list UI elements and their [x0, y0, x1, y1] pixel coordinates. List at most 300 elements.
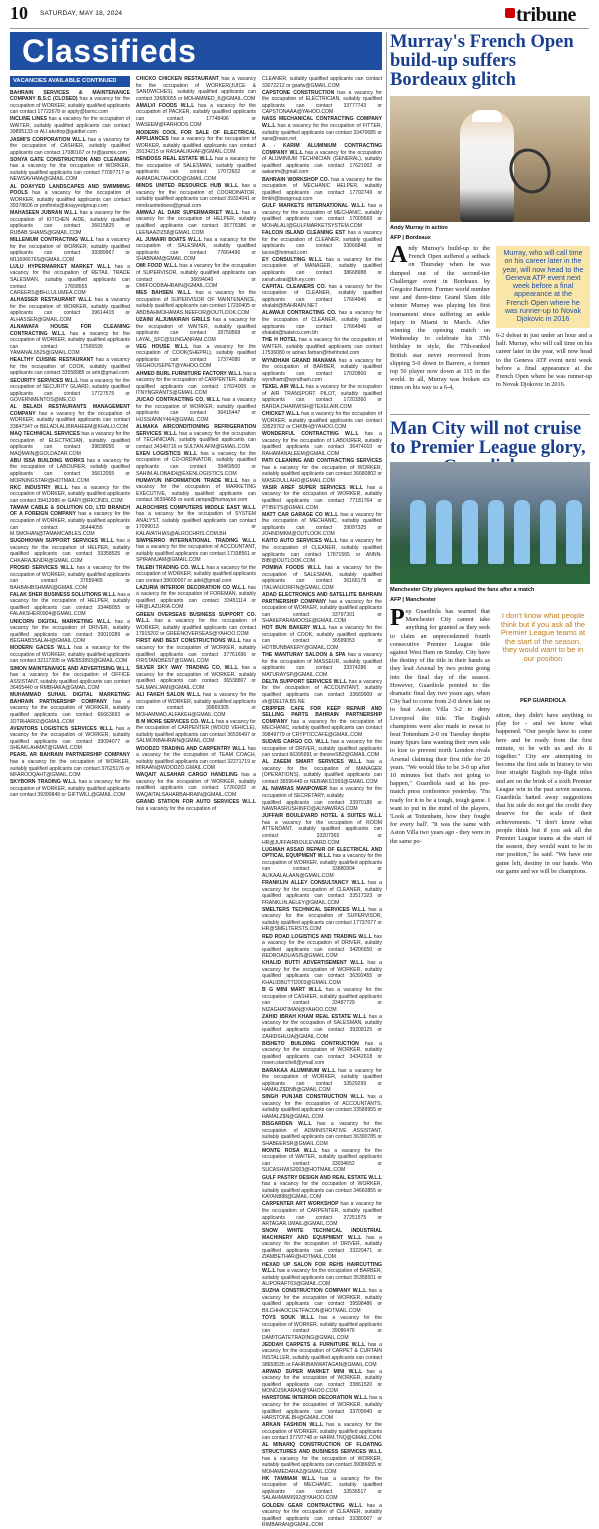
ad-text: has a vacancy for the occupation of MECHANIC, suitably qualified applicants can contact 39849779 or CRYPTICCAFE@GMAIL.COM [262, 718, 382, 738]
story1-body-a [390, 242, 490, 393]
ad-text: has a vacancy for the occupation of WORKER, suitably qualified applicants can contact 39614415 or ALHASSER@GMAIL.COM [10, 297, 130, 323]
ad-text: has a vacancy for the occupation of WORKER, suitably qualified applicants can contact 34342618 or rosen.stanchell@ymail.com [262, 1040, 382, 1067]
classifieds-title: Classifieds [22, 33, 197, 69]
ad-company: FALCON ISLAND CLEANING EST [262, 230, 346, 237]
ad-company: THE H HOTEL [262, 337, 297, 344]
story-divider [390, 414, 590, 415]
story2-caption: Manchester City players applaud the fans after a match [390, 587, 535, 593]
classifieds-column-3 [262, 76, 383, 1529]
ad-text: has a vacancy for the occupation of MECHANIC HELPER, suitably qualified applicants can contact 17702749 or tlmkh@bwsgroup.com [262, 176, 382, 203]
classified-ad [10, 90, 130, 116]
ad-text: has a vacancy for the occupation of WORKER, suitably qualified applicants can contact 33847347 or BELADI.ALIBRAHEEM@KHALIJ.COM [10, 410, 130, 430]
page-number: 10 [10, 3, 28, 23]
classified-ad [136, 156, 256, 182]
ad-text: has a vacancy for the occupation of WORKER, suitably qualified applicants can contact 33880904 or ALIKAALALAAN@GMAIL.COM [262, 853, 382, 879]
ad-text: has a vacancy for the occupation of COOK, suitably qualified applicants can contact 36599053 or HOTBUNBAKERY@GMAIL.COM [262, 625, 382, 651]
classified-ad [262, 565, 382, 591]
ad-company: RKC INDUSTRY W.L.L [10, 484, 69, 491]
classified-ad [10, 357, 130, 377]
ad-text: has a vacancy for the occupation of MANAGER (OPERATIONS), suitably qualified applicants can contact 36596440 or NEBIAKS1993@GMAIL.COM [262, 759, 382, 785]
ad-text: has a vacancy for the occupation of WORKER, suitably qualified applicants can contact 37625176 or MFAROOQAHT@GMAIL.COM [10, 759, 130, 779]
ad-company: MUHAMMAD SUHAIL DIGITAL MARKETING BAHRAIN PARTNERSHIP COMPANY [10, 692, 130, 705]
classified-ad [10, 619, 130, 645]
classified-ad [10, 485, 130, 505]
ad-text: has a vacancy for the occupation of KITCHEN AIDE, suitably qualified applicants can contact 36615825 or RUBAB.SHAMS@GMAIL.COM [10, 210, 130, 236]
ad-text: has a vacancy for the occupation of OFFICE ASSISTANT, suitably qualified applicants can contact 36455440 or RMBHAKA@GMAIL.COM [10, 672, 130, 692]
ad-text: has a vacancy for the occupation of CO-ORDINATOR, suitably qualified applicants can contact 39469500 or SAHIM.ALOBAIDI@EXENLOGISTICS.COM [136, 450, 256, 477]
ad-company: TEXEL AIR W.L.L [262, 384, 305, 391]
ad-text: has a vacancy for the occupation of SALESMAN, suitably qualified applicants can contact 36166178 or ITALIANJORFIN@GMAIL.COM [262, 565, 382, 591]
ad-text: has a vacancy for the occupation of DRIVER, suitably qualified applicants can contact 39019289 or BEGHAB3SALAH@GMAIL.COM [10, 618, 130, 645]
ad-company: CHICKO CHICKEN RESTAURANT [136, 76, 219, 82]
classified-ad [10, 297, 130, 323]
classified-ad [262, 759, 382, 785]
ad-text: has a vacancy for the occupation of WORKER, suitably qualified applicants can contact 37659465 or BAHBAHBSHMAN@GMAIL.COM [10, 565, 131, 591]
ad-text: has a vacancy for the occupation of WORKER, suitably qualified applicants can contact 39134215 or RASAALIKHAF@GMAIL.COM [136, 136, 256, 156]
ad-company: BAHRAIN WORKSHOP CO. [262, 176, 330, 183]
ads-list-3 [262, 76, 382, 1529]
ad-company: SUZHA CONSTRUCTION COMPANY W.L.L [262, 1288, 367, 1295]
classified-ad [262, 1369, 382, 1395]
classified-ad [10, 779, 130, 799]
ad-company: SMELTERS TECHNICAL SERVICES W.L.L [262, 906, 366, 913]
ad-company: MATT CAR GARAGE CO W.L.L [262, 511, 339, 518]
ad-text: has a vacancy for the occupation of WAITER, suitably qualified applicants can contact 33034652 or SUCASHWIS2003@HOTMAIL.COM [262, 1147, 382, 1174]
ad-company: CAPITAL CLEANERS CO. [262, 283, 326, 290]
ads-list-2 [136, 76, 256, 812]
classified-ad [136, 183, 256, 209]
ad-text: has a vacancy for the occupation of TECHNICIAN, suitably qualified applicants can contact 34340716 or SULTAN.AFM@GMAIL.COM [136, 430, 256, 450]
classified-ad [10, 378, 130, 404]
ad-text: has a vacancy for the occupation of MASSEUR, suitably qualified applicants can contact 33374286 or MATURAYSP@GMAIL.COM [262, 652, 382, 678]
classified-ad [10, 210, 130, 236]
ad-company: THE MANTURAY SALOON & SPA [262, 652, 346, 659]
classified-ad [136, 565, 256, 585]
ad-company: JUFFAIR BOULEVARD HOTEL & SUITES W.L.L [262, 813, 382, 820]
ad-text: has a vacancy for the occupation of WORKER, suitably qualified applicants can contact 39086655 or MOHAMEDARAZ@GMAIL.COM [262, 1455, 382, 1475]
ad-company: B M MORE SERVICES CO. W.L.L [136, 718, 215, 725]
ad-text: has a vacancy for the occupation of WORKER, suitably qualified applicants can contact 39399849 or GIFTWILL@GMAIL.COM [10, 779, 130, 799]
ad-text: has a vacancy for the occupation of RETAIL TRADE SALESMAN, suitably qualified applicants can contact 17658555 or CAREERS@BH.LULUMEA.COM [10, 263, 130, 297]
ad-text: has a vacancy for the occupation of BARBER, suitably qualified applicants can contact 17020800 or wyndham@wyndham.com [262, 357, 382, 384]
ad-company: WONDERFUL CONTRACTING W.L.L [262, 431, 359, 438]
classified-ad [10, 404, 130, 430]
ad-text: has a vacancy for the occupation of CLEANER, suitably qualified applicants can contact 33517323 or FRANKLIN.AELEY@GMAIL.COM [262, 880, 382, 906]
classified-ad [262, 203, 382, 229]
ad-company: ALAWAJI CONTRACTING CO. [262, 310, 337, 317]
ad-company: AMALVI FOODS W.L.L [136, 102, 195, 109]
ad-company: MODERN COOL FOR SALE OF ELECTRICAL APPLIANCES [136, 129, 256, 143]
ad-text: has a vacancy for the occupation of WORKER(JUICE & SANDWICHES), suitably qualified applicants can contact 33680055 or MOHAMMED_K@GMAIL.COM [136, 76, 257, 102]
ad-company: MILLENIUM CONTRACTING W.L.L [10, 237, 94, 244]
classified-ad [136, 451, 256, 477]
ad-text: has a vacancy for the occupation of WORKER, suitably qualified applicants can contact 33861520 or MONOJSKARAN@YAHOO.COM [262, 1368, 382, 1395]
ad-text: has a vacancy for the occupation of WORKER, suitably qualified applicants can contact 17260202 or WAQAITALSAHARBAHRAIN@GMAIL.COM [136, 772, 256, 798]
ad-text: has a vacancy for the occupation of WORKER, suitably qualified applicants can contact 17565599 or YAMANAL6525@GMAIL.COM [10, 330, 130, 357]
ad-text: has a vacancy for the occupation of CLEANER, suitably qualified applicants can contact 17871565 or ANNN-BIBI@OUTLOOK.COM [262, 538, 382, 565]
classified-ad [262, 1148, 382, 1174]
ad-company: SUDAIS CARGO CO. W.L.L [262, 738, 329, 745]
classified-ad [136, 76, 256, 102]
ad-company: CARPENTER ART WORKSHOP [262, 1201, 339, 1208]
ad-company: BISHETO BUILDING CONTRUCTION [262, 1040, 359, 1047]
classified-ad [262, 1041, 382, 1067]
ad-text: has a vacancy for the occupation of LABOURER, suitably qualified applicants can contact 36612055 or MORNINGSTAR@HOTMAIL.COM [10, 457, 130, 484]
ad-company: ALI FAKEH SALON W.L.L [136, 691, 201, 698]
ad-text: has a vacancy for the occupation of WORKER, suitably qualified applicants can contact 33709940 or HARSTONE.BH@GMAIL.COM [262, 1395, 382, 1422]
ad-text: has a vacancy for the occupation of WORKER, suitably qualified applicants can contact 33529299 or HAMALZ$DNB@GMAIL.COM [262, 1067, 382, 1094]
page-header [0, 0, 599, 30]
ad-company: AL DOAYYED LANDSCAPES AND SWIMMING POOLS [10, 183, 130, 197]
classified-ad [10, 592, 130, 618]
classified-ad [10, 116, 130, 136]
ad-company: UNICORN DIGITAL MARKETING W.L.L [10, 618, 111, 625]
ad-text: has a vacancy for the occupation of SECRETARY, suitably [262, 786, 382, 799]
ad-company: SIMON MAINTENANCE AND ADVERTISING W.L.L [10, 665, 130, 672]
ad-company: GRAND STATION FOR AUTO SERVICES W.L.L [136, 799, 256, 806]
ad-company: EY CONSULTING W.L.L [262, 256, 323, 263]
ad-company: VEG HOUSE W.L.L [136, 343, 189, 350]
ad-text: has a vacancy for the occupation of WAITER, suitably qualified applicants can contact 39895133 or ALI.aksttop@gatdler.com [10, 116, 130, 136]
ad-text: has a vacancy for the occupation of AIR TRANSPORT PILOT, suitably qualified applicants can contact 17203360 or BARDA.DHARWISH@TEXELAIR.COM [262, 384, 382, 410]
classified-ad [136, 103, 256, 129]
column-divider [386, 32, 387, 890]
classified-ad [262, 284, 382, 310]
classified-ad [10, 431, 130, 457]
ad-text: has a vacancy for the occupation of ADMINISTRATIVE ASSISTANT, suitably qualified applicants can contact 36390785 or SHABEERSR@GMAIL.COM [262, 1121, 382, 1147]
ad-text: has a vacancy for the occupation of WORKER, suitably qualified applicants can contact 39389967 or M11696676S@GMAIL.COM [10, 237, 130, 263]
ad-text: has a vacancy for the occupation of HELPER, suitably qualified applicants can contact 36776386 or LEENAAZIZ58@GMAIL.COM [136, 209, 256, 236]
player-figure [436, 500, 452, 564]
ad-company: BAHRAIN SERVICES & MAINTENANCE COMPANY B.S.C (CLOSED) [10, 89, 130, 103]
ad-company: ALNAWAFA HOUSE FOR CLEANING CONTRACTING W.L.L [10, 323, 130, 337]
ad-company: CHICKET W.L.L [262, 411, 300, 418]
newspaper-logo: tribune [516, 4, 576, 26]
classified-ad [136, 290, 256, 316]
classified-ad [262, 706, 382, 739]
classified-ad [136, 371, 256, 397]
classified-ad [262, 813, 382, 846]
ad-text: has a vacancy for the occupation of SECURITY GUARD, suitably qualified applicants can contact 17727575 or GOVERNMENTOS@ME.CO [10, 377, 130, 404]
ad-text: has a vacancy for the occupation of WORKER, suitably qualified applicants can contact 34660855 or KAYAN888@GMAIL.COM [262, 1181, 382, 1201]
classified-ad [262, 177, 382, 203]
classified-ad [136, 237, 256, 263]
story2-pullquote: I don't know what people think but if you ask all the Premier League teams at the start of the season, they would want to be in our position [500, 611, 586, 663]
classified-ad [10, 264, 130, 297]
classified-ad [262, 143, 382, 176]
ad-company: HEXAD UP SALON FOR REHS HAIRCUTTING W.L.L [262, 1261, 382, 1275]
ad-company: SUGDHKHAN SUPPORT SERVICES W.L.L [10, 538, 115, 545]
classified-ad [136, 344, 256, 370]
ad-text: has a vacancy for the occupation of MECHANIC, suitably qualified applicants can contact 39097325 or JOHNDMKM@OUTLOOK.COM [262, 511, 383, 538]
classified-ad [262, 230, 382, 256]
player-cap [472, 110, 502, 122]
classified-ad [262, 1201, 382, 1227]
ad-company: AL JUMAIRI BOATS W.L.L [136, 236, 202, 243]
ad-company: FALAK SHER BUSINESS SOLUTIONS W.L.L [10, 591, 117, 598]
ad-text: qualified applicants can contact 33970186 or NAWRASRUSHINFO@ALNAWRAS.COM [262, 799, 382, 813]
ad-text: has a vacancy for the occupation of COOK(SHEPRL), suitably qualified applicants can contact 17374080 or VEGHOUSEPET@YAHOO.COM [136, 343, 256, 370]
classified-ad [262, 987, 382, 1013]
classified-ad [136, 317, 256, 343]
ad-company: AL MINARIQ CONSTRUCTION OF FLOATING STRUCTURES AND BUSINESS SERVICES W.L.L [262, 1442, 382, 1455]
classified-ad [10, 538, 130, 564]
classified-ad [262, 1342, 382, 1368]
classified-ad [136, 478, 256, 504]
ad-company: YASIR AREF SUPER SERVICES W.L.L [262, 484, 364, 491]
classified-ad [10, 157, 130, 183]
ad-text: has a vacancy for the occupation of WORKER, suitably qualified applicants can contact 39600057 or adel@gmail.com [136, 564, 256, 584]
ad-company: MAQ TECHNICAL SERVICES [10, 431, 80, 438]
classified-ad [262, 384, 382, 410]
ad-text: has a vacancy for the occupation of WORKER, suitably qualified applicants can contact 39869305 or MOHAMMAD.ALFAKEH@GMAIL.COM [136, 691, 256, 718]
classified-ad [262, 538, 382, 564]
classified-ad [136, 263, 256, 289]
ad-text: has a vacancy for the occupation of SYSTEM ANALYST, suitably qualified applicants can contact 17099013 or KALAVATHIAS@ALROCHRIS.COM.BH [136, 511, 256, 537]
story2-dropcap: P [390, 605, 405, 631]
classified-ad [262, 1262, 382, 1288]
classified-ad [262, 116, 382, 142]
classified-ad [262, 411, 382, 431]
ad-company: BARAKAA ALUMINIUM W.L.L [262, 1067, 336, 1074]
classified-ad [262, 76, 382, 89]
ad-company: AL ZAEEM SMART SERVICES W.L.L [262, 759, 362, 766]
ad-company: LUGMAH ASSAD REPAIR OF ELECTRICAL AND OPTICAL EQUIPMENT W.L.L [262, 846, 382, 860]
ad-company: POMINA FOODS W.L.L [262, 565, 322, 572]
classified-ad [262, 934, 382, 960]
classifieds-column-1 [10, 76, 130, 892]
player-figure [462, 500, 478, 564]
story2-headline: Man City will not cruise to Premier League glory, [390, 419, 586, 458]
ad-company: AHMED BURL FURNITURE FACTORY W.L.L [136, 370, 242, 377]
player-figure [460, 110, 514, 222]
ad-company: MAHASEEN JUBRAN W.L.L [10, 210, 78, 217]
player-figure [566, 500, 582, 564]
ad-text: has a vacancy for the occupation of WORKER, suitably qualified applicants can contact 66663693 or JOTRHAR02@GMAIL.COM [10, 698, 130, 725]
ad-company: TOYS SOUK W.L.L [262, 1315, 315, 1322]
story2-body-a [390, 605, 490, 846]
ad-text: has a vacancy for the occupation of HELPER, suitably qualified applicants can contact 33358535 or CHKARAJENDR@GMAIL.COM [10, 538, 130, 564]
ad-text: has a vacancy for the occupation of CLEANER, suitably qualified applicants can contact 33066848 or lacoe@hotmail.com [262, 230, 383, 256]
ad-text: has a vacancy for the occupation of WORKER, suitably qualified applicants can contact 33797301 or SHAKEPARAMOOSE@GMAIL.COM [262, 598, 382, 625]
classified-ad [136, 772, 256, 798]
ad-company: GOLDEN GEAR CONTRACTING W.L.L [262, 1502, 363, 1509]
ad-company: HOT BUN BAKERY W.L.L [262, 625, 327, 632]
ad-text: has a vacancy for the occupation of COORDINATOR, suitably qualified applicants can contact 39324041 or mindsunitednew@gmail.com [136, 183, 256, 209]
ad-text: has a vacancy for the occupation of MANAGER, suitably qualified applicants can contact 38668988 or sarah.alsai@bh.ey.com [262, 256, 382, 283]
ad-company: PATI CLEANING AND CONTRACTING SERVICES [262, 458, 382, 465]
dateline: SATURDAY, MAY 18, 2024 [40, 10, 123, 17]
vacancies-label: VACANCIES AVAILABLE CONTINUED [10, 76, 130, 87]
classified-ad [10, 645, 130, 665]
classified-ad [262, 1228, 382, 1261]
ad-company: KAITO AUTO SERVICES W.L.L [262, 538, 338, 545]
classified-ad [136, 746, 256, 772]
ad-company: GULF PASTRY DESIGN AND REAL ESTATE W.L.L [262, 1174, 382, 1181]
ad-company: GULF MARKETS INTERNATIONAL W.L.L [262, 203, 365, 210]
ad-text: has a vacancy for the occupation of WORKER, suitably qualified applicants can contact 39598486 or BILCHHAOCUETFACON@HOTMAIL.COM [262, 1288, 382, 1314]
ad-company: WYNDHAM GRAND MANAMA [262, 357, 337, 364]
classified-ad [10, 137, 130, 157]
ad-text: has a vacancy for the occupation of SUPERVISOR OF MAINTENANCE, suitably qualified applicants can contact 17230405 or ABDBAHMOHAMAS.NEEFOR@OUTLOOK.COM [136, 290, 256, 316]
classified-ad [136, 612, 256, 638]
ad-text: has a vacancy for the occupation of SALESMAN, suitably qualified applicants can contact 39208125 or ZAHIDSHUJA@GMAIL.COM [262, 1013, 382, 1040]
ad-text: has a vacancy for the occupation of ACCOUNTANT, suitably qualified applicants can contact 33669900 or sh@DELTA.BS.NE [262, 678, 382, 705]
ad-text: has a vacancy for the occupation of CLEANER, suitably qualified applicants can contact 17664946 or shalabi@batelco.com.bh [262, 310, 382, 337]
classified-ad [10, 505, 130, 538]
ad-company: ABU ISSA BUILDING WORKS [10, 457, 85, 464]
ad-text: has a vacancy for the occupation of CASHIER, suitably qualified applicants can contact 17080167 or hr@jasmis.com [10, 136, 130, 156]
ad-company: ALROCHIRIS COMPUTERS MIDDLE EAST W.L.L [136, 504, 256, 511]
ad-text: has a vacancy for the occupation of WORKER, suitably qualified applicants can contact 39413986 or GARY@RKCINDL.COM [10, 484, 130, 504]
story1-pullquote: Murray, who will call time on his career later in the year, will now head to the Geneva ATP event next week before a final appearance at the French Open where he was runner-up to Novak Djokovic in 2016 [496, 246, 590, 328]
ad-company: FIRST AND BEST CONSTRUCTIONS W.L.L [136, 638, 242, 645]
ad-text: has a vacancy for the occupation of FOREMAN, suitably qualified applicants can contact 33451114 or HR@LAZURIA.COM [136, 584, 256, 611]
player-figure [540, 500, 556, 564]
ad-company: INCLINE LINES [10, 116, 47, 123]
classified-ad [262, 1503, 382, 1529]
ad-text: has a vacancy for the occupation of CARPENTER, suitably qualified applicants can contact 37251575 or ARTAGAR.UMAIL@GMAIL.COM [262, 1201, 382, 1228]
ad-company: AVENTORS LOGISTICS SERVICES W.L.L [10, 725, 114, 732]
classifieds-column-2 [136, 76, 256, 892]
ad-company: CRIPPER CAFE FOR KEEP REPAIR AND SELLING PARTS BAHRAIN PARTNERSHIP COMPANY [262, 705, 382, 725]
classified-ad [136, 424, 256, 450]
classified-ad [262, 592, 382, 625]
ad-company: AL BELADI RESTAURANTS MANAGEMENT COMPANY [10, 404, 130, 417]
ad-text: has a vacancy for the occupation of ROOM ATTENDANT, suitably qualified applicants can contact 33207365 or HR@JUFFAIRBOULEVARD.COM [262, 819, 382, 846]
classified-ad [136, 585, 256, 611]
classified-ad [262, 960, 382, 986]
ad-company: EXEN LOGISTICS W.L.L [136, 450, 198, 457]
classified-ad [136, 692, 256, 718]
classified-ad [262, 786, 382, 799]
classified-ad [136, 719, 256, 745]
story1-text-a: ndy Murray's build-up to the French Open suffered a setback on Thursday when he was dumped out of the second-tier Challenger event in Bordeaux by Gregoire Barrere. Former world number one and three-time Grand Slam title winner Murray was playing his first tournament since suffering an ankle injury in Miami in March. After winning the opening match on Wednesday to celebrate his 37th birthday in style, the 77th-ranked British star never recovered from slipping 5-0 down to Barrere, a former top 50 player now down at 115 in the world. In all, Murray was broken six times on his way to a 6-4, [390, 245, 490, 392]
ad-text: has a vacancy for the occupation of TEAM COACH, suitably qualified applicants can contact 32271719 or MIRAAN@WOODZO.GMAIL.COM [136, 745, 256, 772]
ad-company: PEARL AR BAHRAIN PARTNERSHIP COMPANY [10, 752, 130, 759]
classified-ad [10, 324, 130, 357]
classified-ad [262, 652, 382, 678]
ad-text: has a vacancy for the occupation of MECHANIC, suitably qualified applicants can contact 33536517 or SALAHMAMIS92@YAHOO.COM [262, 1475, 382, 1502]
classified-ad [262, 431, 382, 457]
ad-company: JEDDAH CARPETS & FURNITURE W.L.L [262, 1341, 366, 1348]
ad-company: UZAINI ALJUMAIRAH GRILLS [136, 317, 211, 324]
ad-company: LAZURIA INTERIOR DECORATION CO W.L.L [136, 584, 246, 591]
ad-text: has a vacancy for the occupation of WORKER, suitably qualified applicants can contact 39086476 or DAMITGATETRADING@GMAIL.COM [262, 1315, 382, 1341]
classified-ad [262, 485, 382, 511]
ad-text: has a vacancy for the occupation of WORKER, suitably qualified applicants can contact 39378606 or pmflnnts@doayyedgroup.com [10, 190, 130, 210]
ad-text: has a vacancy for the occupation of PACKER, suitably qualified applicants can contact 17748496 or WASEEM@FARHODS.COM [136, 102, 256, 129]
ad-company: CAPSTONE CONSTRUCTION [262, 89, 335, 96]
classified-ad [262, 1422, 382, 1442]
ads-list-1 [10, 90, 130, 799]
ad-text: has a vacancy for the occupation of ELECTRICIAN, suitably qualified applicants can contact 39838055 or MAQMAIN@GOLDAZAR.COM [10, 431, 130, 457]
ad-text: has a vacancy for the occupation of SALESMAN, suitably qualified applicants can contact 17072602 or AHMADALTAHOOD@GMAIL.COM [136, 156, 256, 182]
ad-company: FRANKLIN ALLEY CONSULTANCY W.L.L [262, 880, 366, 887]
ad-text: has a vacancy for the occupation of DRIVER, suitably qualified applicants can contact 33220471 or ZIAMBETHAR@HOTMAIL.COM [262, 1234, 382, 1261]
story1-body-b: 6-2 defeat in just under an hour and a half. Murray, who will call time on his career later in the year, will now head to the Geneva ATP event next week before a final appearance at the French Open where he was runner-up to Novak Djokovic in 2016. [496, 332, 592, 389]
ad-text: has a vacancy for the occupation of ALUMINIUM TECHNICIAN (GENERAL), suitably qualified applicants can contact 17621002 or aakarim@gmail.com [262, 149, 383, 176]
ad-company: SINGH PUNJAB CONSTRUCTION W.L.L [262, 1094, 365, 1101]
ad-company: ARKAN FASHION W.L.L [262, 1422, 324, 1429]
classified-ad [262, 1014, 382, 1040]
story2-text-a: ep Guardiola has warned that Manchester City cannot take anything for granted as they seek to claim an unprecedented fourth consecutive Premier League title against West Ham on Sunday. City have the destiny of the title in their hands as they lead Arsenal by two points going into the final day of the season. However, Guardiola pointed to the dramatic final day two years ago, when City had to come from 2-0 down late on to beat Aston Villa 3-2 to deny Liverpool the title. The English champions were also made to sweat to beat Tottenham 2-0 on Tuesday despite many Spurs fans wanting their own side to lose to prevent north London rivals Arsenal claiming their first title for 20 years. "We would like to be 3-0 up after 10 minutes but that's not going to happen," Guardiola said at his pre-match press conference yesterday. "I'm ready for it to be a tough, tough game. I want to put in the mind of the players, 'Look at Tottenham, how they fought for every ball'. "It was the same with Aston Villa two years ago - they were in the same po- [390, 608, 490, 845]
ad-company: HUMAYUN INFORMATION TRADE W.L.L [136, 477, 239, 484]
classified-ad [10, 237, 130, 263]
classified-ad [262, 1395, 382, 1421]
ad-text: has a vacancy for the occupation of WORKER, suitably qualified applicants can contact 37797748 or HARM.TNQ@GMAIL.COM [262, 1422, 382, 1442]
ad-text: has a vacancy for the occupation of COOK, suitably qualified applicants can contact 33558985 or anh@gmail.com [10, 357, 130, 377]
story1-headline: Murray's French Open build-up suffers Bordeaux glitch [390, 32, 574, 90]
story2-source: AFP | Manchester [390, 597, 437, 603]
classified-ad [10, 752, 130, 778]
ad-company: A - KARIM ALUMINIUM CONTRACTING COMPANY W.L.L [262, 143, 382, 156]
ad-text: has a vacancy for the occupation of WORKER, suitably qualified applicants can contact 77181764 or PTIBEYS@GMAIL.COM [262, 484, 382, 511]
classified-ad [136, 538, 256, 564]
classifieds-banner [10, 32, 382, 70]
ad-text: has a vacancy for the occupation of ACCOUNTANT, suitably qualified applicants can contact 17338561 or SPIRANUAM@GMAIL.COM [136, 544, 256, 564]
ad-company: HEALTHY CUISINE RESTAURANT [10, 357, 94, 364]
classified-ad [136, 638, 256, 664]
player-figure [488, 500, 504, 564]
ad-company: MONTE ROSA W.L.L [262, 1147, 318, 1154]
classified-ad [10, 565, 130, 591]
ad-text: has a vacancy for the occupation of WORKER, suitably qualified applicants can contact 37761696 or FIRSTANDBEST@GMAIL.COM [136, 638, 256, 665]
story2-body-b: sition, they didn't have anything to play for - and we know what happened. "Our people have to come here and be ready from the first minute, to be with us and do it together." City are attempting to become the first side in history to win four straight English top-flight titles and are on the brink of a sixth Premier League win in the past seven seasons. Guardiola batted away suggestions that his side do not get the credit they deserve for the scale of their achievements. "I don't know what people think but if you ask all the Premier League teams at the start of the season, they would want to be in our position," he said. "We have one game left, destiny in our hands. Win our game and we will be champions. [496, 712, 592, 875]
classified-ad [262, 1094, 382, 1120]
classified-ad [262, 310, 382, 336]
ad-text: has a vacancy for the occupation of [136, 805, 217, 812]
player-figure [514, 500, 530, 564]
ad-text: has a vacancy for the occupation of MARKETING EXECUTIVE, suitably qualified applicants can contact 36394665 or sunil.rampa@humayun.com [136, 477, 256, 504]
ad-company: GREEN OVERSEAS BUSINESS SUPPORT CO. W.L.L [136, 611, 256, 625]
classified-ad [136, 130, 256, 156]
ad-company: HARSTONE INTERIOR DECORATION W.L.L [262, 1395, 368, 1402]
ad-text: has a vacancy for the occupation of LABOURER, suitably qualified applicants can contact 36474010 or RAHAMANALEEM@GMAIL.COM [262, 431, 382, 457]
ad-text: has a vacancy for the occupation of SUPERVISOR, suitably qualified applicants can contact 17737077 or HR@SMELTERSTS.COM [262, 906, 382, 933]
ad-text: has a vacancy for the occupation of WORKER, suitably qualified applicants can contact 39094077 or SHEAKLAHMAT@GMAIL.COM [10, 725, 130, 752]
ad-text: has a vacancy for the occupation of CASHIER, suitably qualified applicants can contact 33487729 or NIZAGHATIMAN@YAHOO.COM [262, 987, 382, 1013]
ad-company: HENDOSS REAL ESTATE W.L.L [136, 156, 214, 163]
murray-photo [390, 96, 590, 222]
story1-dropcap: A [390, 242, 408, 268]
ad-text: has a vacancy for the occupation of CLEANER, suitably qualified applicants can contact 17664946 or shalabi@BAHRAIN.NET [262, 283, 382, 310]
classified-ad [136, 799, 256, 812]
classified-ad [262, 257, 382, 283]
ad-text: has a vacancy for the occupation of BARBER, suitably qualified applicants can contact 35358501 or ALIPORAFT63@GMAIL.COM [262, 1268, 382, 1288]
classified-ad [136, 665, 256, 691]
classified-ad [262, 90, 382, 116]
ad-company: AMWAJ AL DAIR SUPERMARKET W.L.L [136, 209, 239, 216]
classified-ad [262, 739, 382, 759]
ad-company: TALEBI TRADING CO. W.L.L [136, 564, 205, 571]
ad-company: SONYA GATE CONSTRUCTION AND CLEANING [10, 156, 130, 163]
ad-company: MODERN GACES W.L.L [10, 645, 71, 652]
story1-caption: Andy Murray in action [390, 225, 448, 231]
ad-text: has a vacancy for the occupation of WAITER, suitably qualified applicants can contact 17536080 or adnan.farhan@thehhotel.com [262, 337, 382, 357]
ad-company: LULU HYPERMARKET MARKET W.L.L [10, 263, 111, 270]
classified-ad [262, 1121, 382, 1147]
classified-ad [136, 505, 256, 538]
ad-company: RED ROAD LOGISTICS AND TRADING W.L.L [262, 933, 372, 940]
ad-text: has a vacancy for the occupation of CARPENTER (WOOD VEHICLE), suitably qualified applicants can contact 36536497 or SALMONBAHRAIN@GMAIL.COM [136, 718, 256, 745]
ad-text: has a vacancy for the occupation of CARPET & CURTAIN INSTALLER, suitably qualified applicants can contact 38659535 or FAHRIBANWATAGAN@GMAIL.COM [262, 1341, 382, 1368]
logo-mark-icon [505, 8, 515, 18]
classified-ad [262, 1068, 382, 1094]
classified-ad [262, 847, 382, 880]
player-figure [410, 500, 426, 564]
ad-text: has a vacancy for the occupation of ACCOUNTANTS, suitably qualified applicants can contact 33589955 or HAMALZ$N@GMAIL.COM [262, 1094, 382, 1120]
